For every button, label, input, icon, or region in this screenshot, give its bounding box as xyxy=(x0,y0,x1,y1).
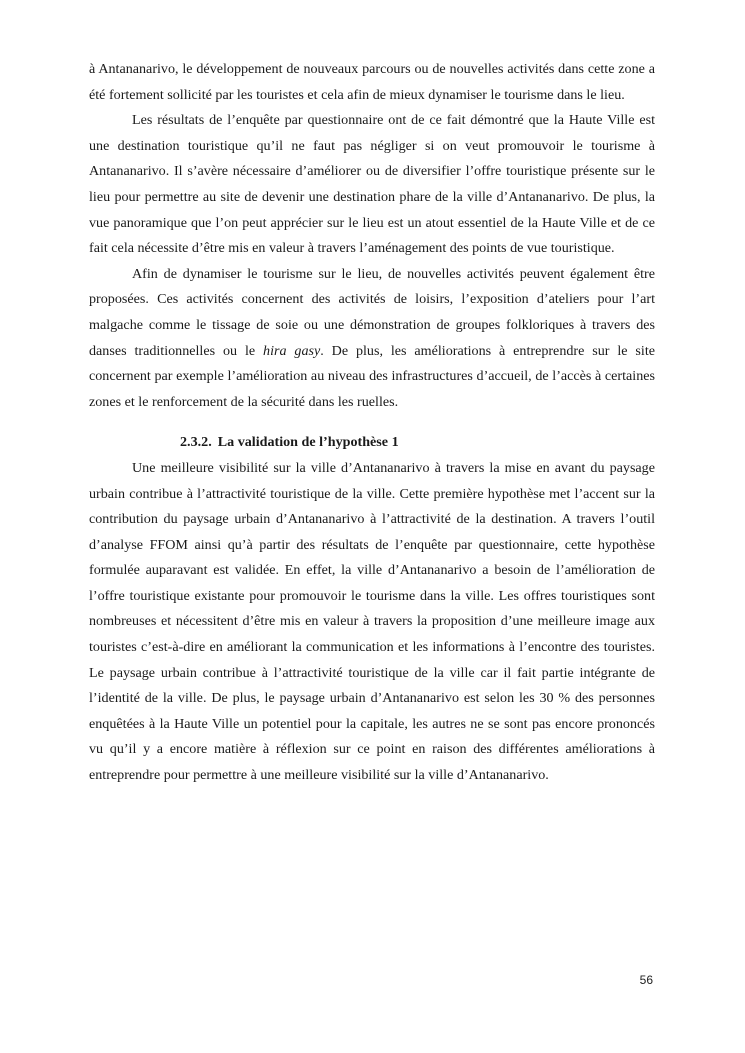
paragraph-hypothesis-validation: Une meilleure visibilité sur la ville d’Antananarivo à travers la mise en avant du paysage urbain contribue à l’attractivité touristique de la ville. Cette première hypothèse met l’accent sur la contribution du paysage urbain d’Antananarivo à l’attractivité de la destination. A travers l’outil d’analyse FFOM ainsi qu’à partir des résultats de l’enquête par questionnaire, cette hypothèse formulée auparavant est validée. En effet, la ville d’Antananarivo a besoin de l’amélioration de l’offre touristique existante pour promouvoir le tourisme dans la ville. Les offres touristiques sont nombreuses et nécessitent d’être mis en valeur à travers la proposition d’une meilleure image aux touristes c’est-à-dire en améliorant la communication et les informations à l’encontre des touristes. Le paysage urbain contribue à l’attractivité touristique de la ville car il fait partie intégrante de l’identité de la ville. De plus, le paysage urbain d’Antananarivo est selon les 30 % des personnes enquêtées à la Haute Ville un potentiel pour la capitale, les autres ne se sont pas encore prononcés vu qu’il y a encore matière à réflexion sur ce point en raison des différentes améliorations à entreprendre pour permettre à une meilleure visibilité sur la ville d’Antananarivo. xyxy=(89,459,655,784)
paragraph-continuation: à Antananarivo, le développement de nouveaux parcours ou de nouvelles activités dans cette zone a été fortement sollicité par les touristes et cela afin de mieux dynamiser le tourisme dans le lieu. xyxy=(89,61,655,103)
paragraph-text: Afin de dynamiser le tourisme sur le lieu, de nouvelles activités peuvent également être proposées. Ces activités concernent des activités de loisirs, l’exposition d’ateliers pour l’art malgache comme le tissage de soie ou une démonstration de groupes folkloriques à travers des danses traditionnelles ou le xyxy=(89,265,655,359)
section-number: 2.3.2. xyxy=(180,434,212,451)
paragraph-text: . De plus, les améliorations à entreprendre sur le site concernent par exemple l’amélioration au niveau des infrastructures d’accueil, de l’accès à certaines zones et le renforcement de la sécurité dans les ruelles. xyxy=(89,342,655,410)
paragraph-survey-results: Les résultats de l’enquête par questionnaire ont de ce fait démontré que la Haute Ville est une destination touristique qu’il ne faut pas négliger si on veut promouvoir le tourisme à Antananarivo. Il s’avère nécessaire d’améliorer ou de diversifier l’offre touristique présente sur le lieu pour permettre au site de devenir une destination phare de la ville d’Antananarivo. De plus, la vue panoramique que l’on peut apprécier sur le lieu est un atout essentiel de la Haute Ville et de ce fait cela nécessite d’être mis en valeur à travers l’aménagement des points de vue touristique. xyxy=(89,112,655,257)
section-heading xyxy=(89,430,655,456)
paragraph-new-activities xyxy=(89,262,655,416)
document-page xyxy=(89,57,655,789)
section-title: La validation de l’hypothèse 1 xyxy=(217,434,399,451)
italic-term: hira gasy xyxy=(263,342,321,359)
page-number: 56 xyxy=(639,973,653,987)
